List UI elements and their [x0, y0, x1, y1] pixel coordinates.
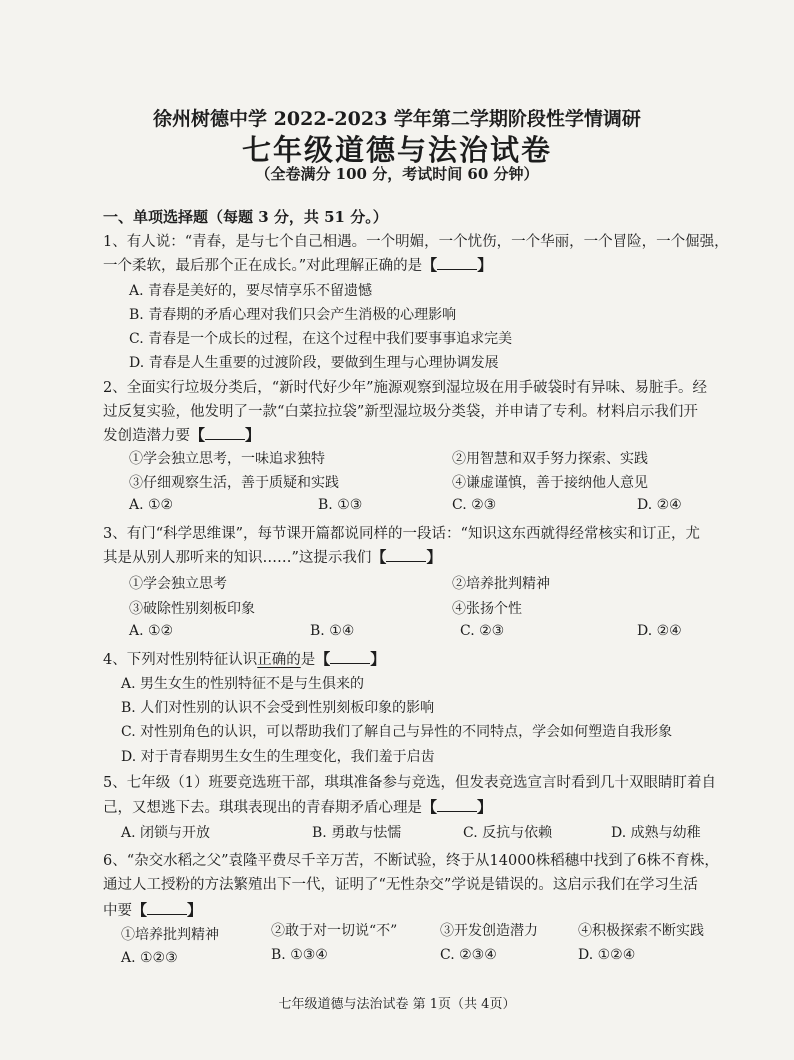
q3-statement-1: ①学会独立思考: [129, 576, 227, 592]
q6-statement-4: ④积极探索不断实践: [578, 923, 704, 939]
q6-option-b: B. ①③④: [271, 947, 328, 963]
answer-blank: 【 】: [190, 426, 261, 444]
q5-stem-text: 己，又想逃下去。琪琪表现出的青春期矛盾心理是: [103, 800, 422, 816]
q2-option-a: A. ①②: [129, 497, 174, 513]
answer-blank: 【 】: [315, 650, 386, 668]
q4-option-a: A. 男生女生的性别特征不是与生俱来的: [121, 676, 365, 692]
answer-blank: 【 】: [422, 798, 493, 816]
q5-option-a: A. 闭锁与开放: [121, 825, 211, 841]
q5-stem-line1: 5、七年级（1）班要竞选班干部，琪琪准备参与竞选，但发表竞选宣言时看到几十双眼睛盯着自: [103, 775, 716, 791]
q6-statement-3: ③开发创造潜力: [440, 923, 538, 939]
q3-stem-line1: 3、有门“科学思维课”，每节课开篇都说同样的一段话：“知识这东西就得经常核实和订正，尤: [103, 526, 700, 542]
q1-stem-line2: [103, 254, 492, 275]
q6-stem-line1: 6、“杂交水稻之父”袁隆平费尽千辛万苦，不断试验，终于从14000株稻穗中找到了6株不育株，: [103, 853, 719, 869]
q5-option-d: D. 成熟与幼稚: [611, 825, 701, 841]
q3-option-b: B. ①④: [310, 623, 355, 639]
q6-option-c: C. ②③④: [440, 947, 497, 963]
q2-stem-line1: 2、全面实行垃圾分类后，“新时代好少年”施源观察到湿垃圾在用手破袋时有异味、易脏手。经: [103, 380, 708, 396]
q2-option-b: B. ①③: [318, 497, 363, 513]
q1-stem-line1: 1、有人说：“青春，是与七个自己相遇。一个明媚，一个忧伤，一个华丽，一个冒险，一个倔强，: [103, 234, 729, 250]
q6-stem-line2: 通过人工授粉的方法繁殖出下一代，证明了“无性杂交”学说是错误的。这启示我们在学习生活: [103, 877, 698, 893]
q4-option-d: D. 对于青春期男生女生的生理变化，我们羞于启齿: [121, 749, 435, 765]
q6-option-d: D. ①②④: [578, 947, 636, 963]
q2-stem-line3: [103, 424, 260, 445]
q6-statement-1: ①培养批判精神: [121, 927, 219, 943]
answer-blank: 【 】: [422, 256, 493, 274]
q6-stem-line3: [103, 899, 202, 920]
q2-stem-line2: 过反复实验，他发明了一款“白菜拉拉袋”新型湿垃圾分类袋，并申请了专利。材料启示我们开: [103, 404, 698, 420]
q2-statement-4: ④谦虚谨慎，善于接纳他人意见: [452, 475, 648, 491]
page-footer: 七年级道德与法治试卷 第 1页（共 4页）: [278, 997, 516, 1012]
q3-stem-line2: [103, 546, 441, 567]
q3-option-a: A. ①②: [129, 623, 174, 639]
q1-option-b: B. 青春期的矛盾心理对我们只会产生消极的心理影响: [129, 307, 457, 323]
q1-option-a: A. 青春是美好的，要尽情享乐不留遗憾: [129, 283, 373, 299]
school-title: 徐州树德中学 2022-2023 学年第二学期阶段性学情调研: [153, 108, 641, 130]
q1-option-d: D. 青春是人生重要的过渡阶段，要做到生理与心理协调发展: [129, 355, 499, 371]
q6-option-a: A. ①②③: [121, 950, 178, 966]
q1-option-c: C. 青春是一个成长的过程，在这个过程中我们要事事追求完美: [129, 331, 513, 347]
q6-stem-text: 中要: [103, 903, 132, 919]
q5-option-b: B. 勇敢与怯懦: [312, 825, 402, 841]
q4-option-c: C. 对性别角色的认识，可以帮助我们了解自己与异性的不同特点，学会如何塑造自我形象: [121, 724, 673, 740]
answer-blank: 【 】: [132, 901, 203, 919]
q2-statement-2: ②用智慧和双手努力探索、实践: [452, 451, 648, 467]
answer-blank: 【 】: [371, 548, 442, 566]
section-title: 一、单项选择题（每题 3 分，共 51 分。）: [103, 208, 388, 226]
q2-statement-3: ③仔细观察生活，善于质疑和实践: [129, 475, 339, 491]
q3-statement-3: ③破除性别刻板印象: [129, 601, 255, 617]
q2-stem-text: 发创造潜力要: [103, 428, 190, 444]
exam-title: 七年级道德与法治试卷: [241, 133, 552, 167]
emphasis-underline: 正确的: [257, 652, 301, 668]
q3-statement-2: ②培养批判精神: [452, 576, 550, 592]
q2-option-c: C. ②③: [452, 497, 497, 513]
q5-option-c: C. 反抗与依赖: [463, 825, 553, 841]
q3-option-d: D. ②④: [637, 623, 682, 639]
q5-stem-line2: [103, 796, 492, 817]
q1-stem-text: 一个柔软，最后那个正在成长。”对此理解正确的是: [103, 258, 423, 274]
q4-option-b: B. 人们对性别的认识不会受到性别刻板印象的影响: [121, 700, 435, 716]
q3-option-c: C. ②③: [460, 623, 505, 639]
q2-option-d: D. ②④: [637, 497, 682, 513]
q3-statement-4: ④张扬个性: [452, 601, 522, 617]
q3-stem-text: 其是从别人那听来的知识……”这提示我们: [103, 550, 372, 566]
q4-stem: 4、下列对性别特征认识正确的是【 】: [103, 650, 386, 668]
exam-note: （全卷满分 100 分，考试时间 60 分钟）: [255, 165, 539, 183]
q6-statement-2: ②敢于对一切说“不”: [271, 923, 398, 939]
q2-statement-1: ①学会独立思考，一味追求独特: [129, 451, 325, 467]
